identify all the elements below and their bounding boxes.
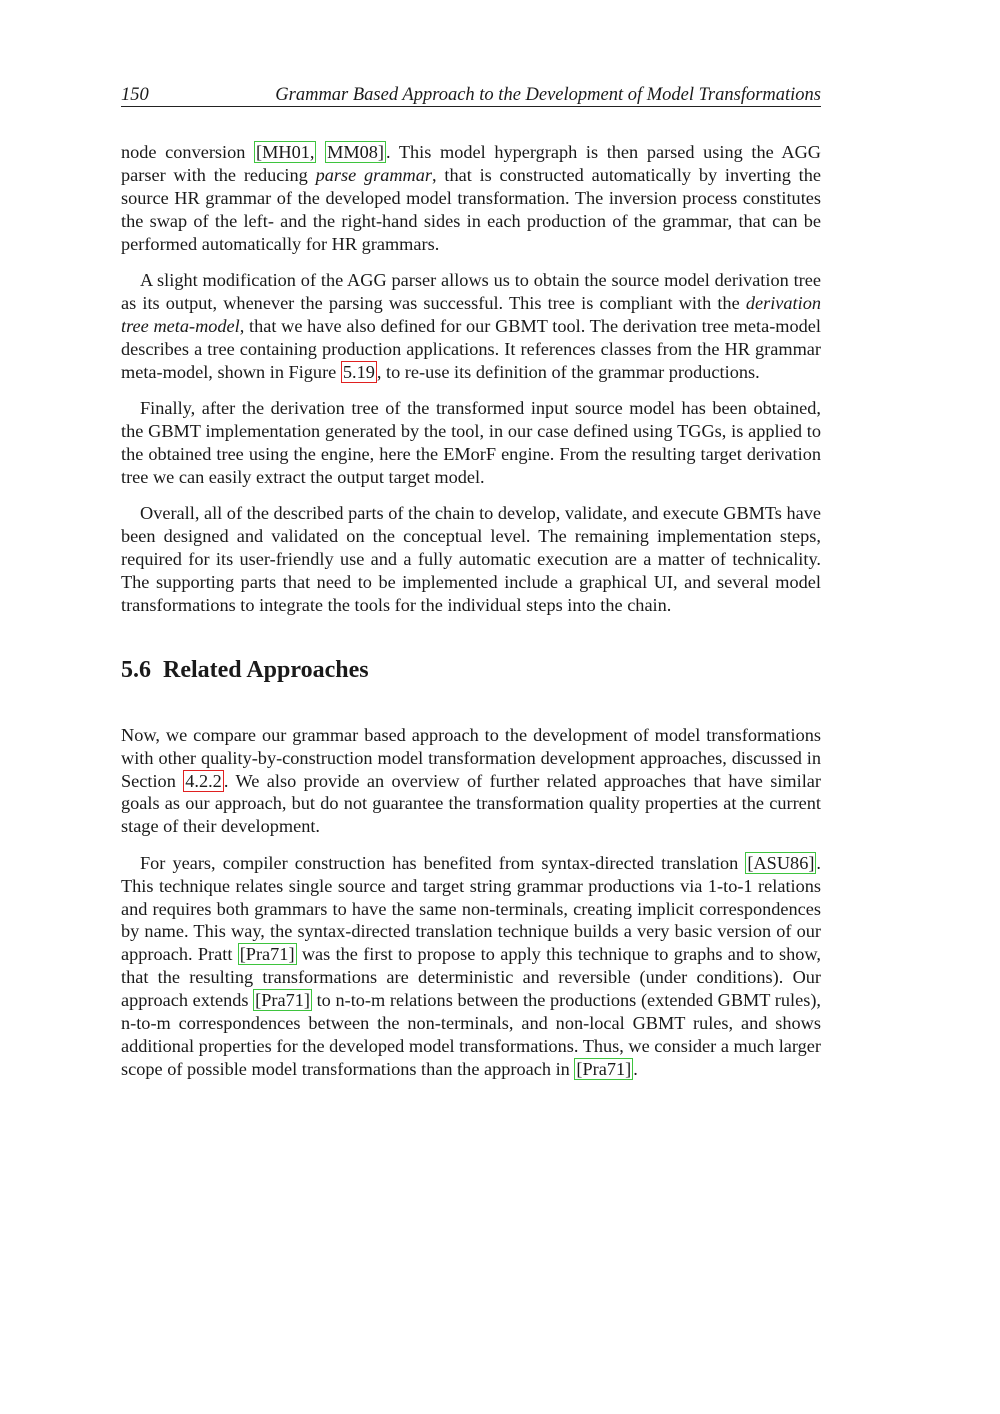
section-heading <box>121 655 821 685</box>
section-number: 5.6 <box>121 656 151 683</box>
citation-link-pra71[interactable]: [Pra71] <box>576 1058 632 1079</box>
body-text <box>121 141 821 1094</box>
paragraph-6: For years, compiler construction has benefited from syntax-directed translation [ASU86] . This technique relates single source and target string grammar productions via 1-to-1 relations and requires both grammars to have the same non-terminals, creating implicit correspondences by name. This way, the syntax-directed translation technique builds a very basic version of our approach. Pratt [Pra71] was the first to propose to apply this technique to graphs and to show, that the resulting transformations are deterministic and reversible (under conditions). Our approach extends [Pra71] to n-to-m relations between the productions (extended GBMT rules), n-to-m correspondences between the non-terminals, and non-local GBMT rules, and shows additional properties for the developed model transformations. Thus, we consider a much larger scope of possible model transformations than the approach in [Pra71] . <box>121 852 821 1079</box>
paragraph-3: Finally, after the derivation tree of the transformed input source model has been obtained, the GBMT implementation generated by the tool, in our case defined using TGGs, is applied to the obtained tree using the engine, here the EMorF engine. From the resulting target derivation tree we can easily extract the output target model. <box>121 398 821 487</box>
paragraph-4: Overall, all of the described parts of the chain to develop, validate, and execute GBMTs have been designed and validated on the conceptual level. The remaining implementation steps, required for its user-friendly use and a fully automatic execution are a matter of technicality. The supporting parts that need to be implemented include a graphical UI, and several model transformations to integrate the tools for the individual steps into the chain. <box>121 503 821 615</box>
citation-link-pra71[interactable]: [Pra71] <box>239 944 295 965</box>
citation-link-asu86[interactable]: [ASU86] <box>747 852 815 873</box>
paragraph-1: node conversion [MH01, MM08] . This model hypergraph is then parsed using the AGG parser with the reducing parse grammar, that is constructed automatically by inverting the source HR grammar of the developed model transformation. The inversion process constitutes the swap of the left- and the right-hand sides in each production of the grammar, that can be performed automatically for HR grammars. <box>121 142 822 254</box>
figure-link-5-19[interactable]: 5.19 <box>342 361 375 382</box>
section-title: Related Approaches <box>163 656 369 683</box>
section-link-4-2-2[interactable]: 4.2.2 <box>185 770 222 791</box>
running-header <box>121 84 821 107</box>
paragraph-5: Now, we compare our grammar based approach to the development of model transformations with other quality-by-construction model transformation development approaches, discussed in Section 4.2.2 . We also provide an overview of further related approaches that have similar goals as our approach, but do not guarantee the transformation quality properties at the current stage of their development. <box>121 724 822 837</box>
paragraph-2: A slight modification of the AGG parser allows us to obtain the source model derivation tree as its output, whenever the parsing was successful. This tree is compliant with the derivation tree meta-model, that we have also defined for our GBMT tool. The derivation tree meta-model describes a tree containing production applications. It references classes from the HR grammar meta-model, shown in Figure 5.19 , to re-use its definition of the grammar productions. <box>121 270 821 382</box>
citation-link-pra71[interactable]: [Pra71] <box>255 990 310 1011</box>
citation-link-mh01[interactable]: [MH01, <box>256 142 315 162</box>
running-title: Grammar Based Approach to the Development of Model Transformations <box>275 85 821 105</box>
citation-link-mm08[interactable]: MM08] <box>327 142 384 162</box>
page-number: 150 <box>121 85 149 105</box>
